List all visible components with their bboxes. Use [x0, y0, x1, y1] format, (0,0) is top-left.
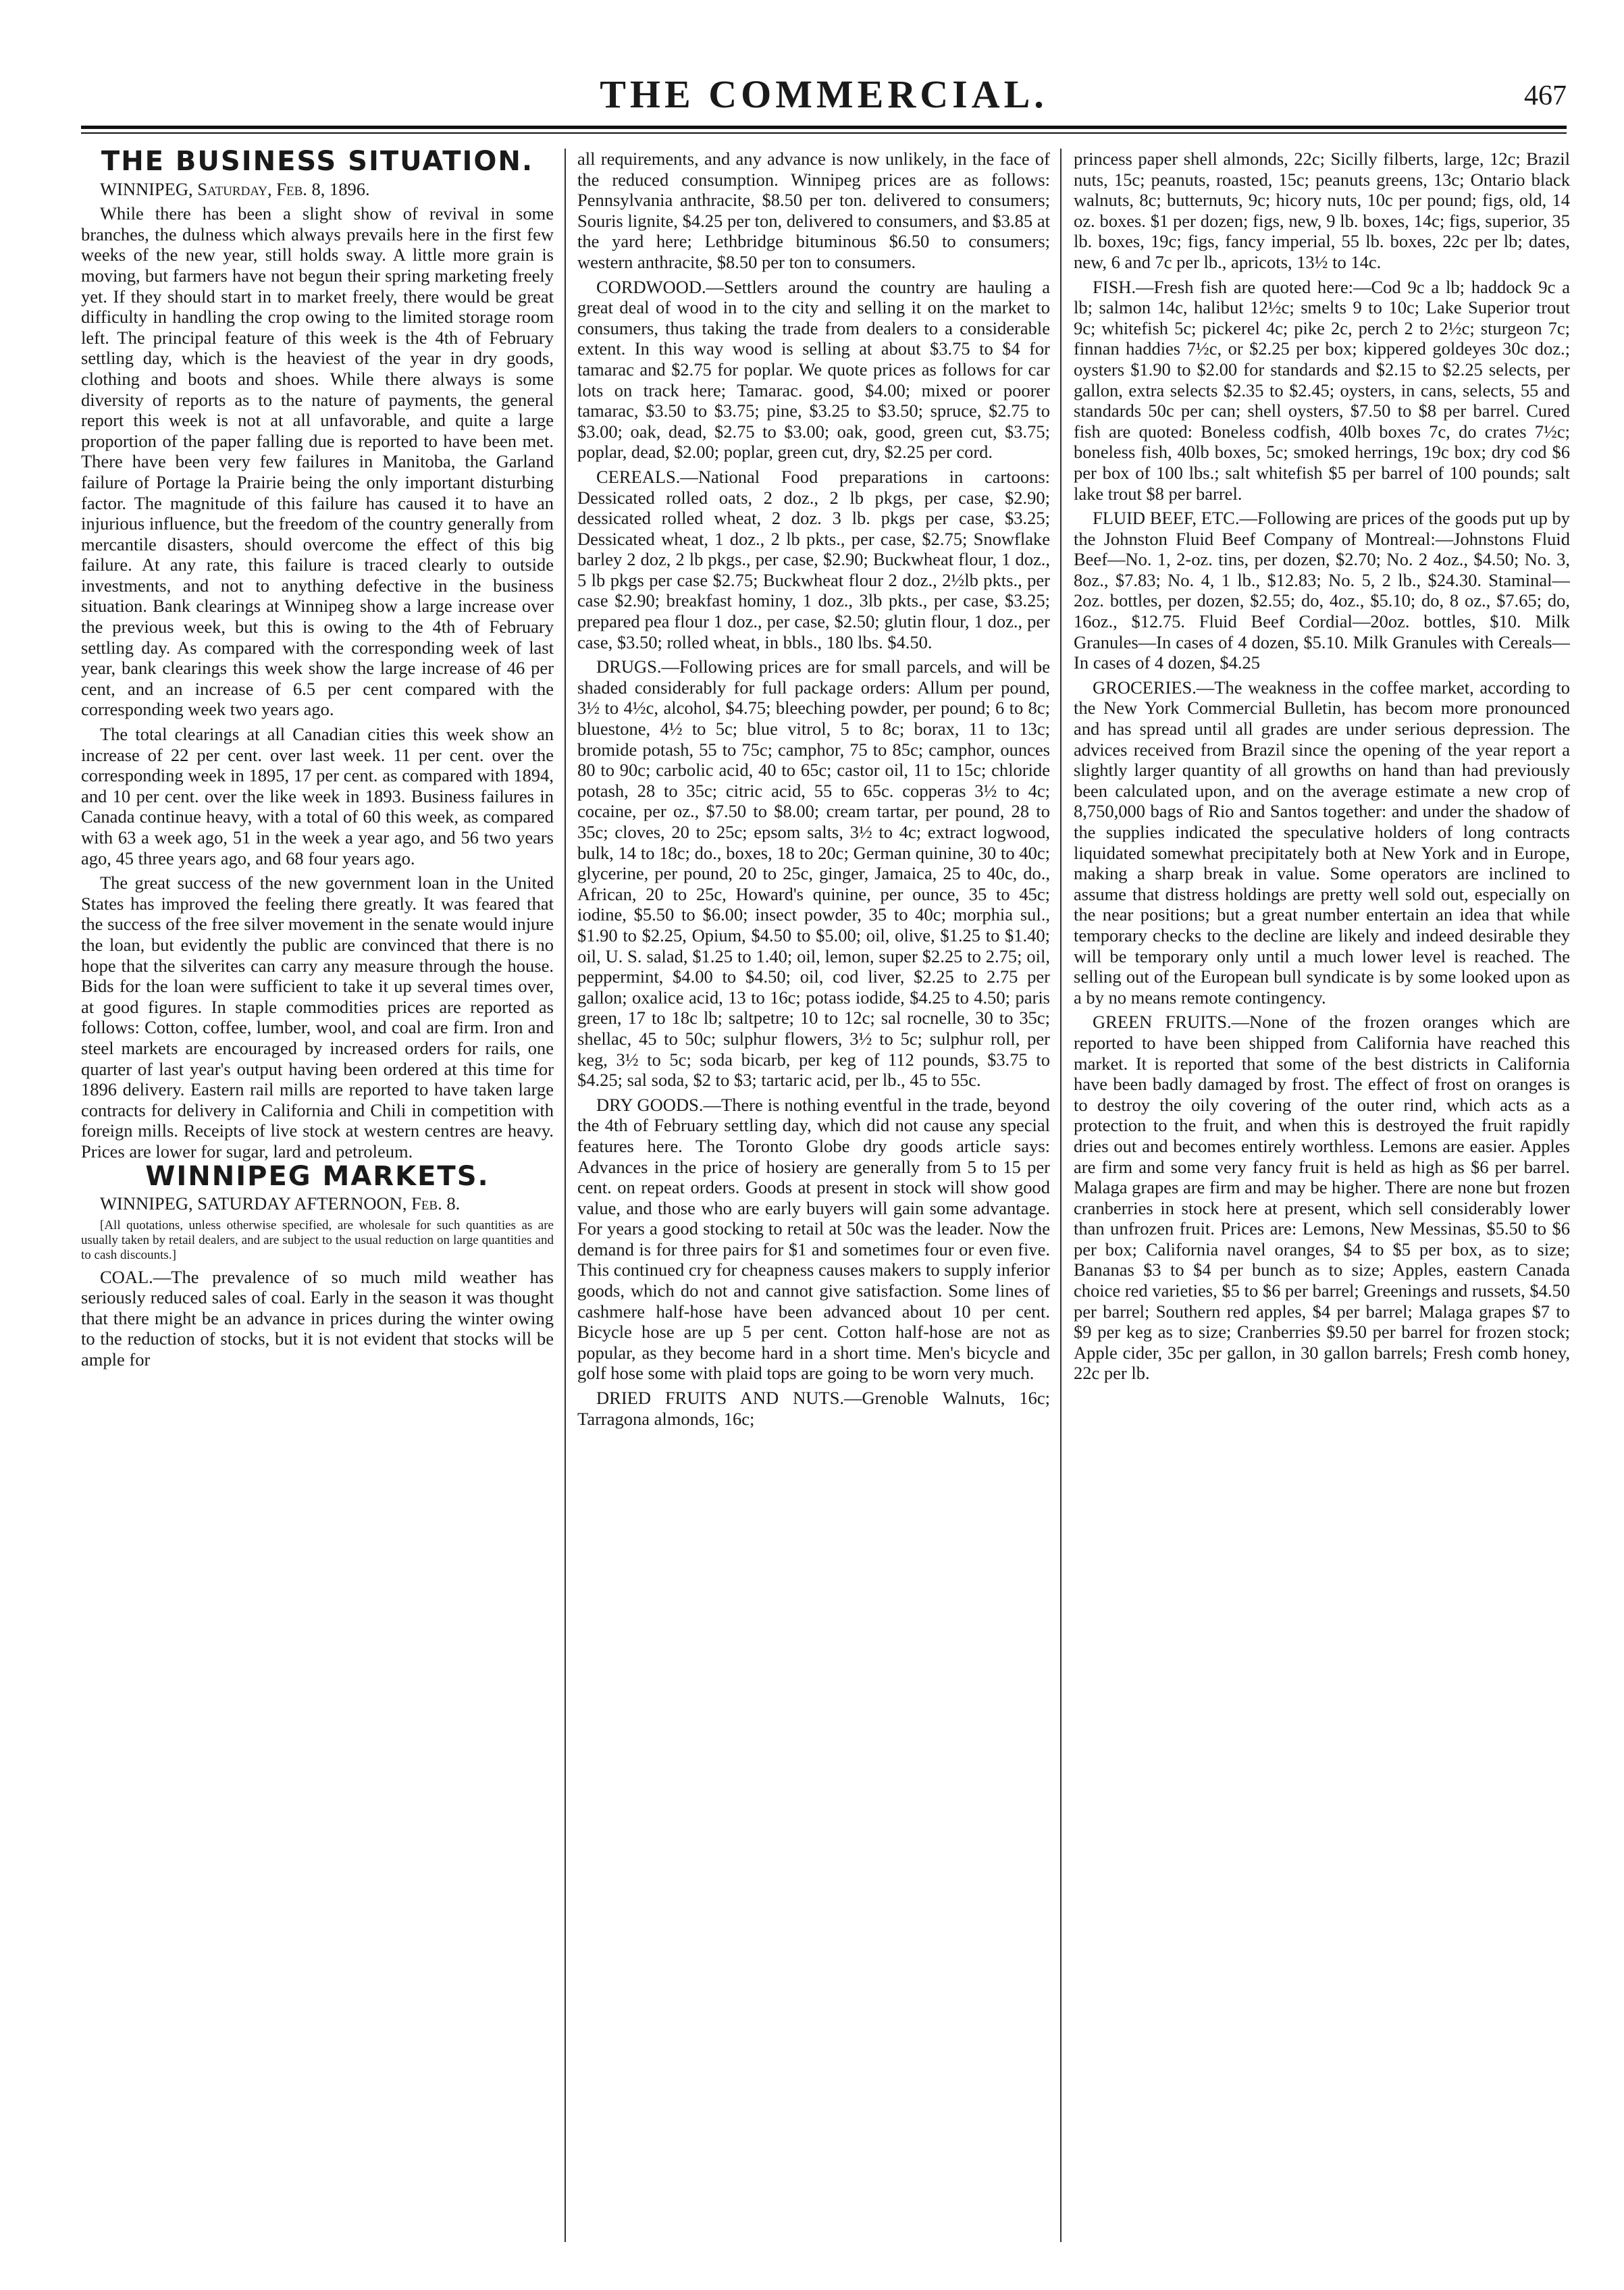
- dried-fruits-paragraph: DRIED FRUITS AND NUTS.—Grenoble Walnuts, 16c; Tarragona almonds, 16c;: [577, 1388, 1050, 1429]
- column-1: [81, 149, 554, 2242]
- header-rule-thin: [81, 132, 1567, 134]
- green-fruits-paragraph: GREEN FRUITS.—None of the frozen oranges which are reported to have been shipped from California have reached this market. It is reported that some of the best districts in California have been badly damaged by frost. The effect of frost on oranges is to destroy the oily covering of the outer rind, which acts as a protection to the fruit, and when this is destroyed the fruit rapidly dries out and becomes entirely worthless. Lemons are easier. Apples are firm and some very fancy fruit is held as high as $6 per barrel. Malaga grapes are firm and may be higher. There are none but frozen cranberries in stock here at present, which sell considerably lower than unfrozen fruit. Prices are: Lemons, New Messinas, $5.50 to $6 per box; California navel oranges, $4 to $5 per box, as to size; Bananas $3 to $4 per bunch as to size; Apples, eastern Canada choice red varieties, $5 to $6 per barrel; Greenings and russets, $4.50 per barrel; Southern red apples, $4 per barrel; Malaga grapes $7 to $9 per keg as to size; Cranberries $9.50 per barrel for frozen stock; Apple cider, 35c per gallon, in 30 gallon barrels; Fresh comb honey, 22c per lb.: [1074, 1012, 1570, 1384]
- coal-paragraph-continued: all requirements, and any advance is now unlikely, in the face of the reduced consumption. Winnipeg prices are as follows: Pennsylvania anthracite, $8.50 per ton. delivered to consumers; Souris lignite, $4.25 per ton, delivered to consumers, and $3.85 at the yard here; Lethbridge bituminous $6.50 to consumers; western anthracite, $8.50 per ton to consumers.: [577, 149, 1050, 272]
- cordwood-paragraph: CORDWOOD.—Settlers around the country are hauling a great deal of wood in to the city and selling it on the market to consumers, thus taking the trade from dealers to a considerable extent. In this way wood is selling at about $3.75 to $4 for tamarac and $2.75 for poplar. We quote prices as follows for car lots on track here; Tamarac. good, $4.00; mixed or poorer tamarac, $3.50 to $3.75; pine, $3.25 to $3.50; spruce, $2.75 to $3.00; oak, dead, $2.75 to $3.00; oak, good, green cut, $3.75; poplar, dead, $2.00; poplar, green cut, dry, $2.25 per cord.: [577, 276, 1050, 463]
- markets-dateline: WINNIPEG, SATURDAY AFTERNOON, Feb. 8.: [100, 1193, 461, 1214]
- page-number: 467: [1524, 80, 1567, 111]
- header-rule-thick: [81, 126, 1567, 129]
- business-situation-heading: THE BUSINESS SITUATION.: [101, 149, 534, 177]
- quotations-note: [All quotations, unless otherwise specified, are wholesale for such quantities as are usually taken by retail dealers, and are subject to the usual reduction on large quantities and to cash discounts.]: [81, 1218, 554, 1262]
- business-paragraph-2: The total clearings at all Canadian cities this week show an increase of 22 per cent. over last week. 11 per cent. over the corresponding week in 1895, 17 per cent. as compared with 1894, and 10 per cent. over the like week in 1893. Business failures in Canada continue heavy, with a total of 60 this week, as compared with 63 a week ago, 51 in the week a year ago, and 56 two years ago, 45 three years ago, and 68 four years ago.: [81, 724, 554, 868]
- business-dateline: WINNIPEG, Saturday, Feb. 8, 1896.: [100, 178, 370, 199]
- winnipeg-markets-heading: WINNIPEG MARKETS.: [145, 1160, 490, 1192]
- fish-paragraph: FISH.—Fresh fish are quoted here:—Cod 9c a lb; haddock 9c a lb; salmon 14c, halibut 12½c; smelts 9 to 10c; Lake Superior trout 9c; whitefish 5c; pickerel 4c; pike 2c, perch 2 to 2½c; sturgeon 7c; finnan haddies 7½c, or $2.25 per box; kippered goldeyes 30c doz.; oysters $1.90 to $2.00 for standards and $2.15 to $2.25 selects, per gallon, extra selects $2.35 to $2.45; oysters, in cans, selects, 55 and standards 50c per can; shell oysters, $7.50 to $8 per barrel. Cured fish are quoted: Boneless codfish, 40lb boxes 7c, do crates 7½c; boneless fish, 40lb boxes, 5c; smoked herrings, 19c box; dry cod $6 per box of 100 lbs.; salt whitefish $5 per barrel of 100 pounds; salt lake trout $8 per barrel.: [1074, 276, 1570, 504]
- newspaper-title: THE COMMERCIAL.: [600, 72, 1048, 116]
- dry-goods-paragraph: DRY GOODS.—There is nothing eventful in the trade, beyond the 4th of February settling day, which did not cause any special features here. The Toronto Globe dry goods article says: Advances in the price of hosiery are generally from 5 to 15 per cent. on repeat orders. Goods at present in stock will show good value, and those who are early buyers will gain some advantage. For years a good stocking to retail at 50c was the leader. Now the demand is for three pairs for $1 and sometimes four or even five. This continued cry for cheapness causes makers to supply inferior goods, which do not and cannot give satisfaction. Some lines of cashmere half-hose have been advanced about 10 per cent. Bicycle hose are up 5 per cent. Cotton half-hose are not as popular, as they become hard in a short time. Men's bicycle and golf hose some with plaid tops are going to be worn very much.: [577, 1094, 1050, 1384]
- dried-fruits-paragraph-continued: princess paper shell almonds, 22c; Sicilly filberts, large, 12c; Brazil nuts, 15c; peanuts, roasted, 15c; peanuts greens, 13c; Ontario black walnuts, 8c; butternuts, 9c; hicory nuts, 10c per pound; figs, old, 14 oz. boxes. $1 per dozen; figs, new, 9 lb. boxes, 14c; figs, superior, 35 lb. boxes, 19c; figs, fancy imperial, 55 lb. boxes, 22c per lb; dates, new, 6 and 7c per lb., apricots, 13½ to 14c.: [1074, 149, 1570, 272]
- column-2: [577, 149, 1050, 2242]
- column-rule-2: [1060, 149, 1062, 2242]
- business-paragraph-3: The great success of the new government loan in the United States has improved the feeling there greatly. It was feared that the success of the free silver movement in the senate would injure the loan, but evidently the public are convinced that there is no hope that the silverites can carry any measure through the house. Bids for the loan were sufficient to take it up several times over, at good figures. In staple commodities prices are reported as follows: Cotton, coffee, lumber, wool, and coal are firm. Iron and steel markets are encouraged by increased orders for rails, one quarter of last year's output having been ordered at this time for 1896 delivery. Eastern rail mills are reported to have taken large contracts for delivery in California and Chili in competition with foreign mills. Receipts of live stock at western centres are heavy. Prices are lower for sugar, lard and petroleum.: [81, 873, 554, 1162]
- cereals-paragraph: CEREALS.—National Food preparations in cartoons: Dessicated rolled oats, 2 doz., 2 lb pkgs, per case, $2.90; dessicated rolled wheat, 2 doz. 3 lb. pkgs per case, $3.25; Dessicated wheat, 1 doz., 2 lb pkts., per case, $2.75; Snowflake barley 2 doz, 2 lb pkgs., per case, $2.90; Buckwheat flour, 1 doz., 5 lb pkgs per case $2.75; Buckwheat flour 2 doz., 2½lb pkts., per case $2.90; breakfast hominy, 1 doz., 3lb pkts., per case, $3.25; prepared pea flour 1 doz., per case, $2.50; glutin flour, 1 doz., per case, $3.50; rolled wheat, in bbls., 180 lbs. $4.50.: [577, 466, 1050, 652]
- fluid-beef-paragraph: FLUID BEEF, ETC.—Following are prices of the goods put up by the Johnston Fluid Beef Company of Montreal:—Johnstons Fluid Beef—No. 1, 2-oz. tins, per dozen, $2.70; No. 2 4oz., $4.50; No. 3, 8oz., $7.83; No. 4, 1 lb., $12.83; No. 5, 2 lb., $24.30. Staminal—2oz. bottles, per dozen, $2.55; do, 4oz., $5.10; do, 8 oz., $7.65; do, 16oz., $12.75. Fluid Beef Cordial—20oz. bottles, $10. Milk Granules—In cases of 4 dozen, $5.10. Milk Granules with Cereals—In cases of 4 dozen, $4.25: [1074, 508, 1570, 673]
- business-paragraph-1: While there has been a slight show of revival in some branches, the dulness which always prevails here in the first few weeks of the new year, still holds sway. A little more grain is moving, but farmers have not begun their spring marketing freely yet. If they should start in to market freely, there would be great difficulty in handling the crop owing to the limited storage room left. The principal feature of this week is the 4th of February settling day, which is the heaviest of the year in dry goods, clothing and boots and shoes. While there always is some diversity of reports as to the nature of payments, the general report this week is not at all unfavorable, and quite a large proportion of the paper falling due is reported to have been met. There have been very few failures in Manitoba, the Garland failure of Portage la Prairie being the only important disturbing factor. The magnitude of this failure has caused it to have an injurious influence, but the freedom of the country generally from mercantile disasters, should overcome the effect of this big failure. At any rate, this failure is traced clearly to outside investments, and not to anything defective in the business situation. Bank clearings at Winnipeg show a large increase over the previous week, but this is owing to the 4th of February settling day. As compared with the corresponding week of last year, bank clearings this week show the large increase of 46 per cent, and an increase of 6.5 per cent compared with the corresponding week two years ago.: [81, 203, 554, 720]
- coal-paragraph: COAL.—The prevalence of so much mild weather has seriously reduced sales of coal. Early in the season it was thought that there might be an advance in prices during the winter owing to the reduction of stocks, but it is not evident that stocks will be ample for: [81, 1266, 554, 1370]
- column-3: [1074, 149, 1570, 2242]
- groceries-paragraph: GROCERIES.—The weakness in the coffee market, according to the New York Commercial Bulletin, has becom more pronounced and has spread until all grades are under serious depression. The advices received from Brazil since the opening of the year report a slightly larger quantity of all growths on hand than had previously been calculated upon, and on the average estimate a new crop of 8,750,000 bags of Rio and Santos together: and under the shadow of the supplies indicated the speculative holders of long contracts liquidated somewhat precipitately both at New York and in Europe, making a sharp break in value. Some operators are inclined to assume that distress holdings are pretty well sold out, especially on the near positions; but a great number entertain an idea that while temporary checks to the decline are likely and indeed desirable they will be temporary only until a much lower level is reached. The selling out of the European bull syndicate is by some looked upon as a by no means remote contingency.: [1074, 677, 1570, 1008]
- column-rule-1: [565, 149, 566, 2242]
- drugs-paragraph: DRUGS.—Following prices are for small parcels, and will be shaded considerably for full package orders: Allum per pound, 3½ to 4½c, alcohol, $4.75; bleeching powder, per pound; 6 to 8c; bluestone, 4½ to 5c; blue vitrol, 5 to 8c; borax, 11 to 13c; bromide potash, 55 to 75c; camphor, 75 to 85c; camphor, ounces 80 to 90c; carbolic acid, 40 to 65c; castor oil, 11 to 15c; chloride potash, 28 to 35c; citric acid, 55 to 65c. copperas 3½ to 4c; cocaine, per oz., $7.50 to $8.00; cream tartar, per pound, 28 to 35c; cloves, 20 to 25c; epsom salts, 3½ to 4c; extract logwood, bulk, 14 to 18c; do., boxes, 18 to 20c; German quinine, 30 to 40c; glycerine, per pound, 20 to 25c, ginger, Jamaica, 25 to 40c, do., African, 20 to 25c, Howard's quinine, per ounce, 35 to 45c; iodine, $5.50 to $6.00; insect powder, 35 to 40c; morphia sul., $1.90 to $2.25, Opium, $4.50 to $5.00; oil, olive, $1.25 to $1.40; oil, U. S. salad, $1.25 to 1.40; oil, lemon, super $2.25 to 2.75; oil, peppermint, $4.00 to $4.50; oil, cod liver, $2.25 to 2.75 per gallon; oxalice acid, 13 to 16c; potass iodide, $4.25 to 4.50; paris green, 17 to 18c lb; saltpetre; 10 to 12c; sal rocnelle, 30 to 35c; shellac, 45 to 50c; sulphur flowers, 3½ to 5c; sulphur roll, per keg, 3½ to 5c; soda bicarb, per keg of 112 pounds, $3.75 to $4.25; sal soda, $2 to $3; tartaric acid, per lb., 45 to 55c.: [577, 656, 1050, 1091]
- masthead: [81, 68, 1567, 122]
